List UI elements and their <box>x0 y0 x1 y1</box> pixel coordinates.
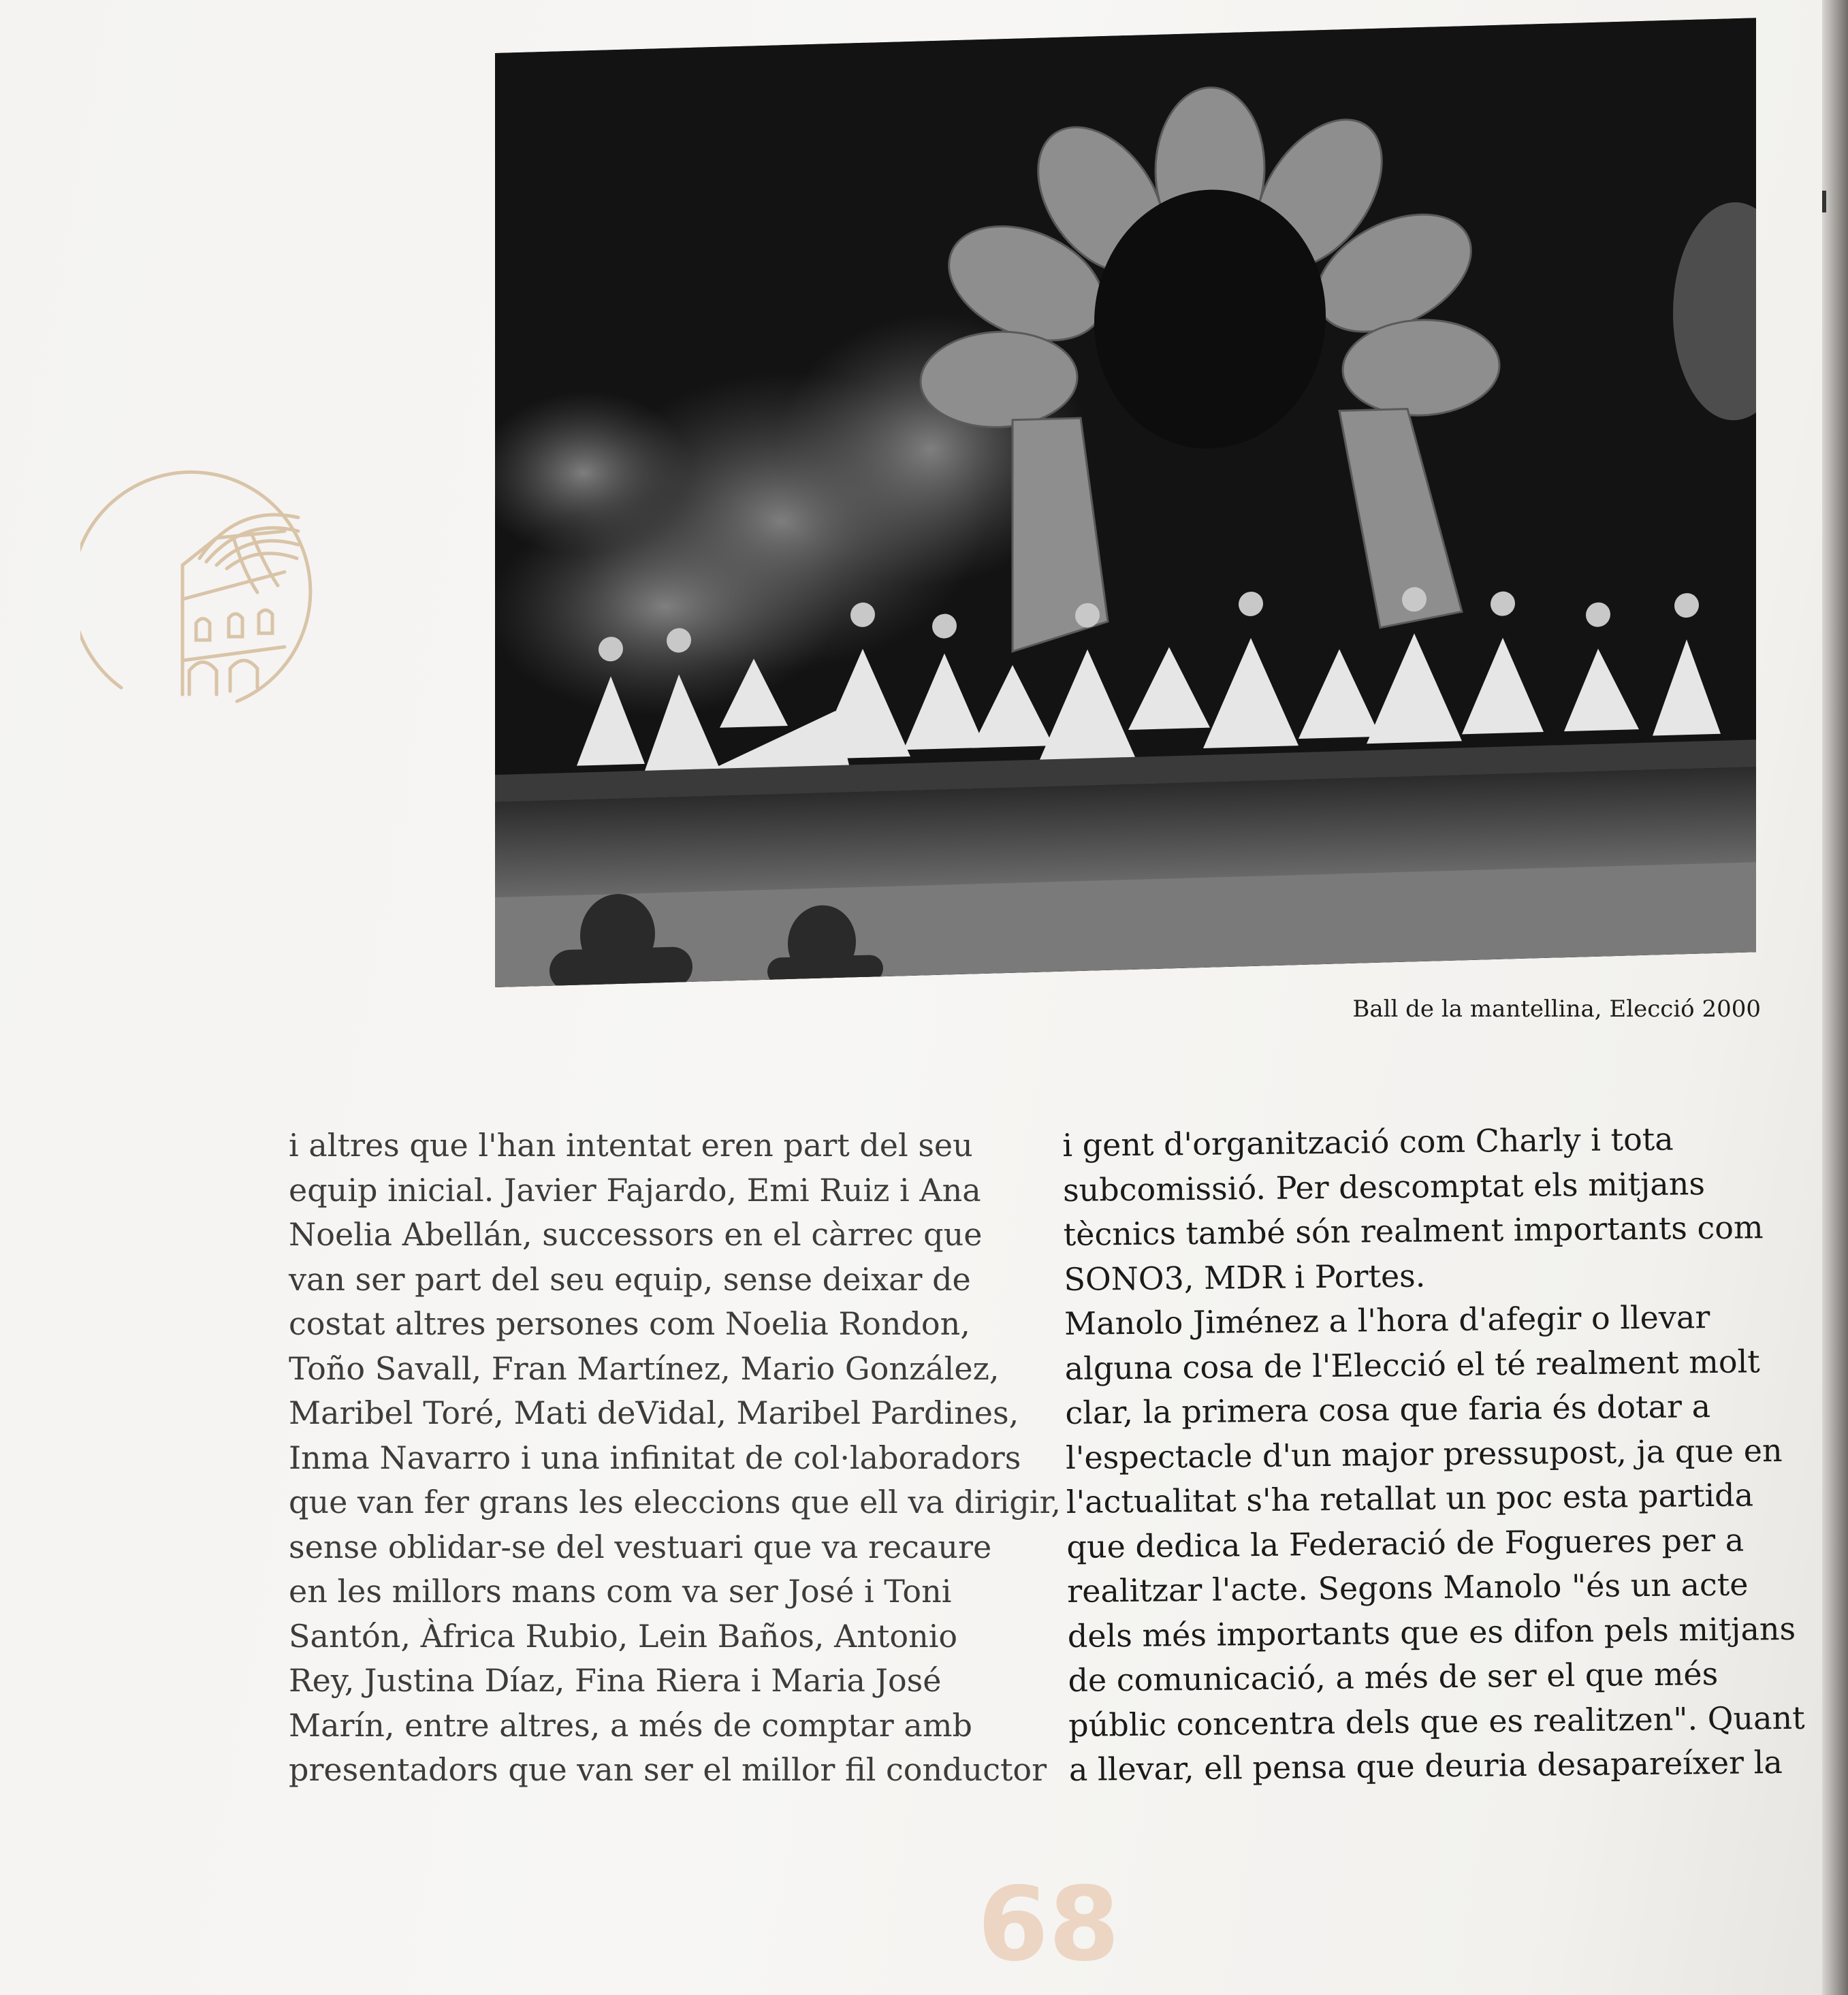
text-line: clar, la primera cosa que faria és dotar a <box>1065 1388 1711 1431</box>
text-line: dels més importants que es difon pels mitjans <box>1067 1610 1796 1655</box>
text-line: Toño Savall, Fran Martínez, Mario González, <box>289 1350 1000 1387</box>
page-binding-edge <box>1822 0 1848 1995</box>
text-line: subcomissió. Per descomptat els mitjans <box>1062 1164 1706 1209</box>
text-line: van ser part del seu equip, sense deixar de <box>289 1260 971 1298</box>
edge-mark <box>1822 191 1826 212</box>
text-line: realitzar l'acte. Segons Manolo "és un acte <box>1066 1565 1749 1610</box>
text-line: Manolo Jiménez a l'hora d'afegir o llevar <box>1064 1298 1710 1342</box>
photo-caption: Ball de la mantellina, Elecció 2000 <box>1352 995 1761 1023</box>
text-line: equip inicial. Javier Fajardo, Emi Ruiz i Ana <box>289 1171 981 1209</box>
article-left-column <box>289 1123 1062 1793</box>
text-line: en les millors mans com va ser José i Toni <box>289 1573 952 1610</box>
text-line: i altres que l'han intentat eren part del seu <box>289 1127 973 1164</box>
text-line: Marín, entre altres, a més de comptar amb <box>289 1706 972 1744</box>
article-right-column <box>1062 1116 1805 1792</box>
page-number: 68 <box>977 1866 1120 1984</box>
text-line: que van fer grans les eleccions que ell va dirigir, <box>289 1484 1062 1520</box>
text-line: tècnics també són realment importants com <box>1063 1209 1764 1253</box>
text-line: costat altres persones com Noelia Rondon, <box>289 1305 970 1342</box>
text-line: que dedica la Federació de Fogueres per a <box>1066 1521 1745 1565</box>
text-line: l'actualitat s'ha retallat un poc esta partida <box>1066 1476 1754 1520</box>
text-line: l'espectacle d'un major pressupost, ja que en <box>1065 1431 1783 1476</box>
text-line: Rey, Justina Díaz, Fina Riera i Maria José <box>289 1662 942 1699</box>
text-line: Noelia Abellán, successors en el càrrec que <box>289 1216 983 1253</box>
stage-photograph <box>495 18 1756 987</box>
text-line: presentadors que van ser el millor fil conductor <box>289 1751 1047 1788</box>
text-line: Inma Navarro i una infinitat de col·laboradors <box>289 1439 1021 1476</box>
text-line: i gent d'organització com Charly i tota <box>1062 1120 1674 1164</box>
building-arch-emblem-icon <box>80 463 332 715</box>
text-line: Maribel Toré, Mati deVidal, Maribel Pardines, <box>289 1394 1019 1431</box>
text-line: SONO3, MDR i Portes. <box>1064 1256 1426 1298</box>
text-line: públic concentra dels que es realitzen". Quant <box>1068 1699 1805 1744</box>
text-line: sense oblidar-se del vestuari que va recaure <box>289 1528 992 1565</box>
text-line: Santón, Àfrica Rubio, Lein Baños, Antonio <box>289 1617 958 1655</box>
text-line: de comunicació, a més de ser el que més <box>1068 1655 1719 1699</box>
text-line: a llevar, ell pensa que deuria desapareíxer la <box>1068 1743 1783 1788</box>
text-line: alguna cosa de l'Elecció el té realment molt <box>1064 1342 1761 1387</box>
